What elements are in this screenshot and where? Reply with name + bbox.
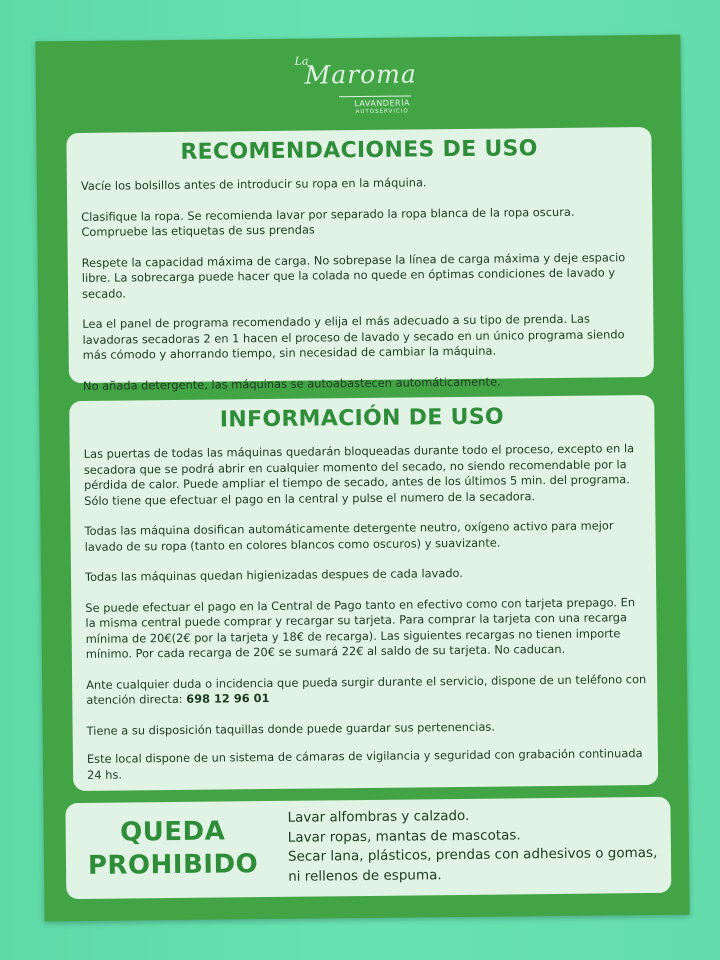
information-body	[84, 441, 649, 798]
prohibited-title	[78, 815, 269, 883]
prohibited-panel	[65, 797, 671, 899]
logo-small-text: La	[294, 54, 309, 68]
recommendations-body	[81, 173, 644, 409]
prohibited-item: Secar lana, plásticos, prendas con adhesivos o gomas,	[287, 844, 658, 865]
contact-paragraph	[86, 672, 647, 709]
prohibited-list	[287, 805, 661, 887]
prohibited-item: ni rellenos de espuma.	[288, 866, 442, 885]
information-paragraph: Este local dispone de un sistema de cámaras de vigilancia y seguridad con grabación continuada 24 hs.	[86, 746, 643, 782]
prohibited-title-line1: QUEDA	[119, 816, 226, 848]
logo-subtitle-1: LAVANDERÍA	[354, 98, 410, 109]
logo-subtitle-2: AUTOSERVICIO	[355, 108, 409, 116]
logo-divider	[339, 95, 411, 97]
recommendation-paragraph: No añada detergente, las máquinas se autoabastecen automáticamente.	[82, 374, 501, 393]
recommendation-paragraph: Respete la capacidad máxima de carga. No sobrepase la línea de carga máxima y deje espacio libre. La sobrecarga puede hacer que la colada no quede en óptimas condiciones de lavado y secado.	[81, 249, 626, 301]
recommendation-paragraph: Lea el panel de programa recomendado y elija el más adecuado a su tipo de prenda. Las lavadoras secadoras 2 en 1 hacen el proceso de lavado y secado en un único programa siendo más cómodo y ahorrando tiempo, sin necesidad de cambiar la máquina.	[82, 311, 625, 362]
recommendation-paragraph: Vacíe los bolsillos antes de introducir su ropa en la máquina.	[80, 175, 427, 193]
prohibited-title-line2: PROHIBIDO	[87, 849, 259, 881]
prohibited-item: Lavar ropas, mantas de mascotas.	[287, 826, 521, 846]
phone-number: 698 12 96 01	[186, 690, 270, 706]
recommendation-paragraph: Clasifique la ropa. Se recomienda lavar por separado la ropa blanca de la ropa oscura. Compruebe las etiquetas de sus prendas	[81, 204, 575, 239]
prohibited-item: Lavar alfombras y calzado.	[287, 807, 470, 826]
information-paragraph: Todas las máquinas quedan higienizadas despues de cada lavado.	[84, 565, 463, 584]
contact-text: Ante cualquier duda o incidencia que pueda surgir durante el servicio, dispone de un teléfono con atención directa:	[86, 671, 647, 707]
recommendations-title: RECOMENDACIONES DE USO	[180, 136, 538, 165]
information-panel	[69, 395, 658, 791]
information-paragraph: Las puertas de todas las máquinas quedarán bloqueadas durante todo el proceso, excepto en la secadora que se podrá abrir en cualquier momento del secado, no siendo recomendable por la pérdida de calor. Puede ampliar el tiempo de secado, antes de los últimos 5 min. del programa. Sólo tiene que efectuar el pago en la central y pulse el numero de la secadora.	[83, 441, 635, 508]
information-paragraph: Tiene a su disposición taquillas donde puede guardar sus pertenencias.	[86, 719, 496, 738]
laundry-sign	[35, 35, 689, 922]
logo-name: Maroma	[304, 59, 417, 90]
brand-logo	[291, 51, 432, 124]
information-paragraph: Se puede efectuar el pago en la Central de Pago tanto en efectivo como con tarjeta prepago. En la misma central puede comprar y recargar su tarjeta. Para comprar la tarjeta con una recarga mínima de 20€(2€ por la tarjeta y 18€ de recarga). Las siguientes recargas no tienen importe mínimo. Por cada recarga de 20€ se sumará 22€ al saldo de su tarjeta. No caducan.	[85, 594, 636, 661]
information-paragraph: Todas las máquina dosifican automáticamente detergente neutro, oxígeno activo para mejor lavado de su ropa (tanto en colores blancos como oscuros) y suavizante.	[84, 518, 614, 554]
recommendations-panel	[66, 127, 654, 393]
information-title: INFORMACIÓN DE USO	[219, 404, 505, 433]
